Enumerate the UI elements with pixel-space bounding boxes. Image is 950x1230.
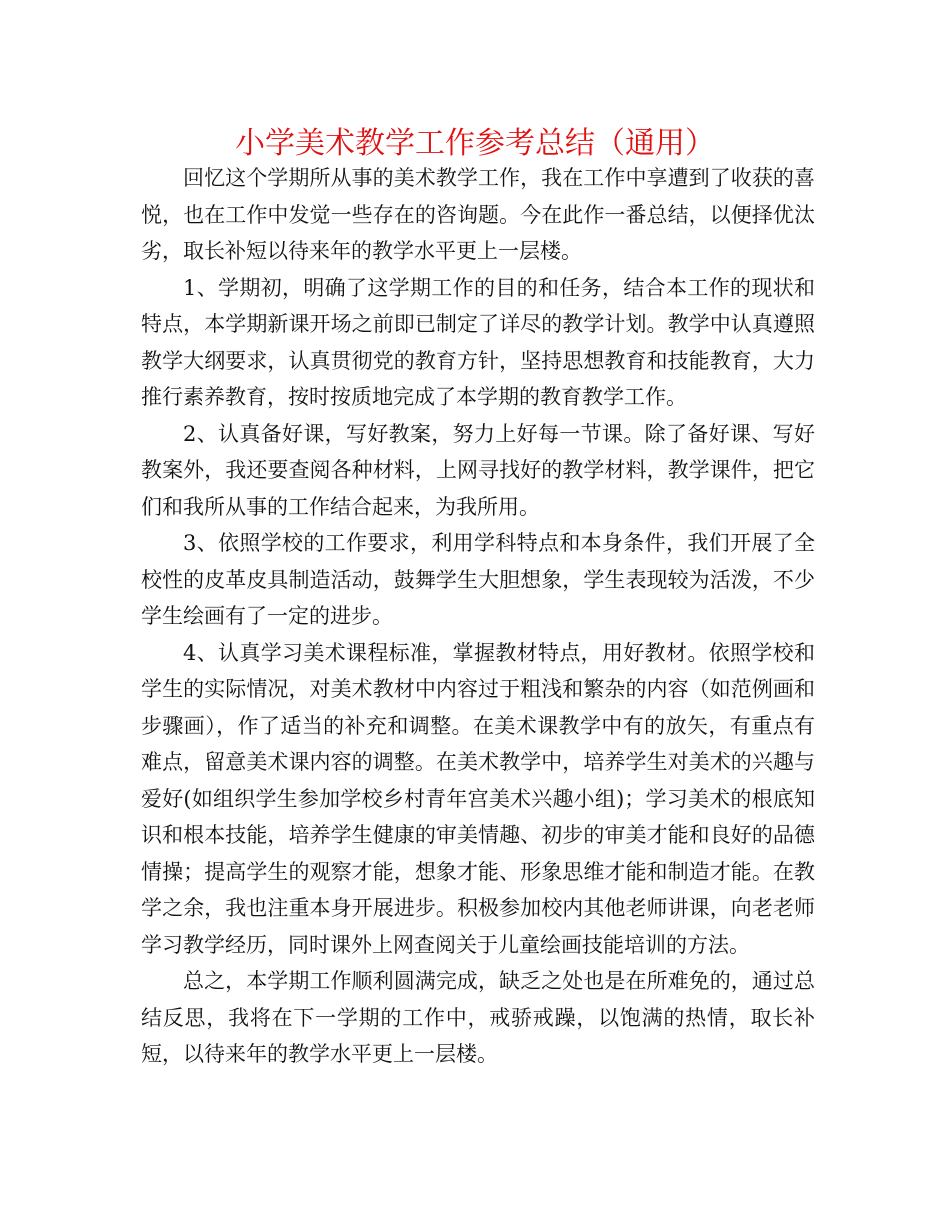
paragraph-item-4: 4、认真学习美术课程标准，掌握教材特点，用好教材。依照学校和学生的实际情况，对美术教材中内容过于粗浅和繁杂的内容（如范例画和步骤画），作了适当的补充和调整。在美术课教学中有的放矢，有重点有难点，留意美术课内容的调整。在美术教学中，培养学生对美术的兴趣与爱好(如组织学生参加学校乡村青年宫美术兴趣小组)；学习美术的根底知识和根本技能，培养学生健康的审美情趣、初步的审美才能和良好的品德情操；提高学生的观察才能，想象才能、形象思维才能和制造才能。在教学之余，我也注重本身开展进步。积极参加校内其他老师讲课，向老老师学习教学经历，同时课外上网查阅关于儿童绘画技能培训的方法。 — [141, 640, 815, 957]
paragraph-item-1: 1、学期初，明确了这学期工作的目的和任务，结合本工作的现状和特点，本学期新课开场之前即已制定了详尽的教学计划。教学中认真遵照教学大纲要求，认真贯彻党的教育方针，坚持思想教育和技能教育，大力推行素养教育，按时按质地完成了本学期的教育教学工作。 — [141, 275, 815, 409]
paragraph-item-3: 3、依照学校的工作要求，利用学科特点和本身条件，我们开展了全校性的皮革皮具制造活动，鼓舞学生大胆想象，学生表现较为活泼，不少学生绘画有了一定的进步。 — [141, 531, 815, 628]
paragraph-intro: 回忆这个学期所从事的美术教学工作，我在工作中享遭到了收获的喜悦，也在工作中发觉一些存在的咨询题。今在此作一番总结，以便择优汰劣，取长补短以待来年的教学水平更上一层楼。 — [141, 166, 815, 263]
document-title: 小学美术教学工作参考总结（通用） — [235, 126, 715, 161]
document-body — [141, 160, 815, 1073]
paragraph-item-2: 2、认真备好课，写好教案，努力上好每一节课。除了备好课、写好教案外，我还要查阅各种材料，上网寻找好的教学材料，教学课件，把它们和我所从事的工作结合起来，为我所用。 — [141, 421, 815, 519]
paragraph-conclusion: 总之，本学期工作顺利圆满完成，缺乏之处也是在所难免的，通过总结反思，我将在下一学期的工作中，戒骄戒躁，以饱满的热情，取长补短，以待来年的教学水平更上一层楼。 — [141, 969, 815, 1066]
